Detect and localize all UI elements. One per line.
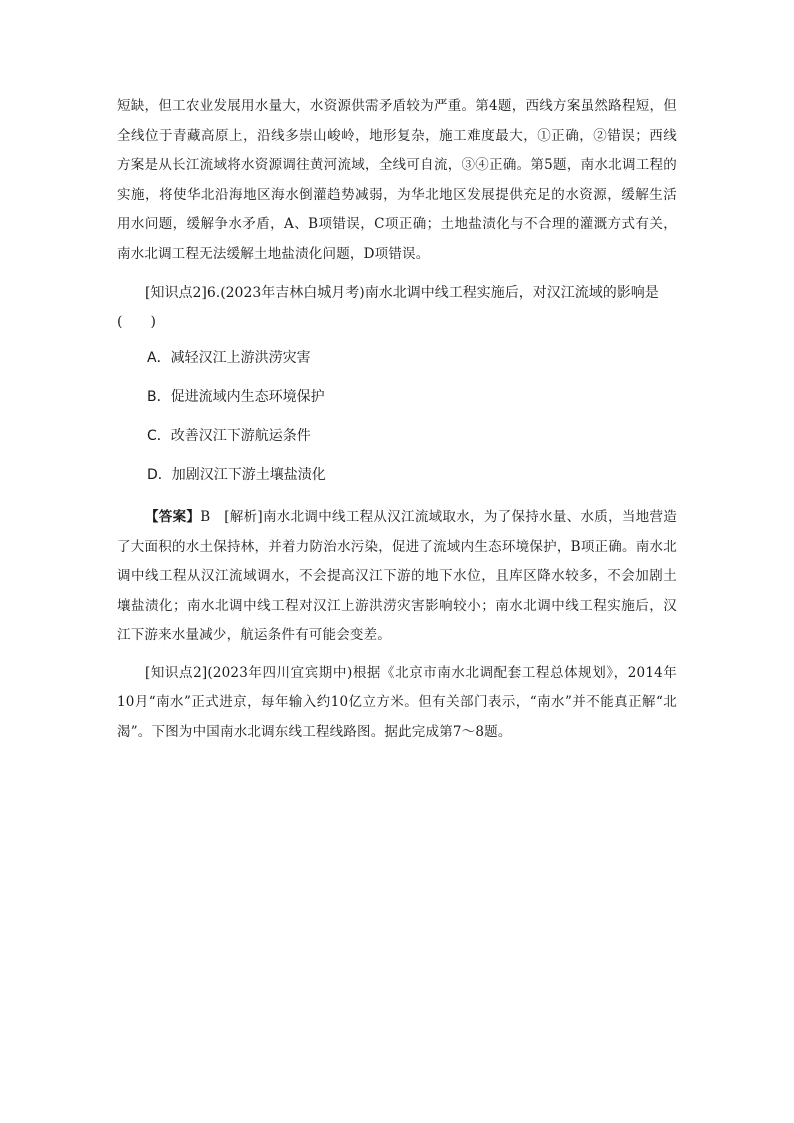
answer-explanation [117,503,677,651]
option-a: A．减轻汉江上游洪涝灾害 [147,350,311,366]
option-d: D．加剧汉江下游土壤盐渍化 [147,467,326,483]
previous-explanation: 短缺，但工农业发展用水量大，水资源供需矛盾较为严重。第4题，西线方案虽然路程短，但全线位于青藏高原上，沿线多崇山峻岭，地形复杂，施工难度最大，①正确，②错误；西线方案是从长江流域将水资源调往黄河流域，全线可自流，③④正确。第5题，南水北调工程的实施，将使华北沿海地区海水倒灌趋势减弱，为华北地区发展提供充足的水资源，缓解生活用水问题，缓解争水矛盾，A、B项错误，C项正确；土地盐渍化与不合理的灌溉方式有关，南水北调工程无法缓解土地盐渍化问题，D项错误。 [117,98,677,262]
answer-label: 【答案】 [145,509,201,525]
question-6-stem: [知识点2]6.(2023年吉林白城月考)南水北调中线工程实施后，对汉江流域的影响是( ) [117,285,659,330]
answer-text: B [解析]南水北调中线工程从汉江流域取水，为了保持水量、水质，当地营造了大面积的水土保持林，并着力防治水污染，促进了流域内生态环境保护，B项正确。南水北调中线工程从汉江流域调水，不会提高汉江下游的地下水位，且库区降水较多，不会加剧土壤盐渍化；南水北调中线工程对汉江上游洪涝灾害影响较小；南水北调中线工程实施后，汉江下游来水量减少，航运条件有可能会变差。 [117,509,677,643]
document-page [117,92,677,747]
option-c: C．改善汉江下游航运条件 [147,428,311,444]
option-b: B．促进流域内生态环境保护 [147,389,325,405]
next-question-source: [知识点2](2023年四川宜宾期中)根据《北京市南水北调配套工程总体规划》，2014年10月“南水”正式进京，每年输入约10亿立方米。但有关部门表示，“南水”并不能真正解“北渴”。下图为中国南水北调东线工程线路图。据此完成第7～8题。 [117,664,677,740]
